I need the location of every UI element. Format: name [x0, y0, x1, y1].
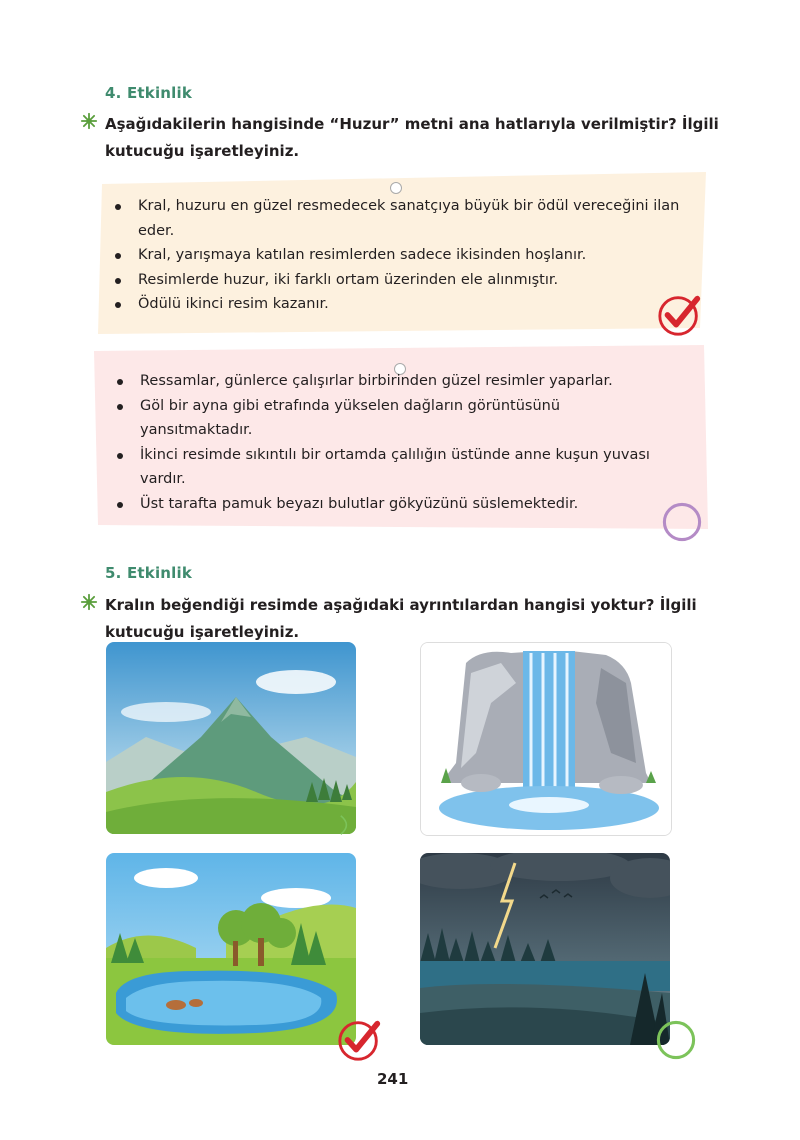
- activity-4-title: 4. Etkinlik: [105, 84, 193, 102]
- option-b-item: İkinci resimde sıkıntılı bir ortamda çalılığın üstünde anne kuşun yuvası vardır.: [114, 443, 674, 492]
- option-a-panel: [98, 168, 710, 338]
- question-line-2: kutucuğu işaretleyiniz.: [105, 142, 300, 160]
- option-a-item: Ödülü ikinci resim kazanır.: [112, 292, 682, 317]
- mountain-picture: [106, 642, 356, 834]
- option-b-checkbox[interactable]: [660, 500, 704, 544]
- option-a-item: Resimlerde huzur, iki farklı ortam üzerinden ele alınmıştır.: [112, 268, 682, 293]
- activity-5-title: 5. Etkinlik: [105, 564, 193, 582]
- picture-4-checkbox[interactable]: [654, 1018, 698, 1062]
- picture-1-checkbox[interactable]: [340, 808, 360, 842]
- storm-picture: [420, 853, 670, 1045]
- activity-4-question: [80, 111, 720, 165]
- question-line-1: Aşağıdakilerin hangisinde “Huzur” metni ana hatlarıyla verilmiştir? İlgili: [105, 115, 719, 133]
- option-a-item: Kral, yarışmaya katılan resimlerden sadece ikisinden hoşlanır.: [112, 243, 682, 268]
- activity-5-question: [80, 592, 720, 646]
- option-b-item: Göl bir ayna gibi etrafında yükselen dağların görüntüsünü yansıtmaktadır.: [114, 394, 674, 443]
- option-b-item: Üst tarafta pamuk beyazı bulutlar gökyüzünü süslemektedir.: [114, 492, 674, 517]
- pond-picture: [106, 853, 356, 1045]
- green-star-icon: [80, 593, 98, 611]
- option-a-item: Kral, huzuru en güzel resmedecek sanatçıya büyük bir ödül vereceğini ilan eder.: [112, 194, 682, 243]
- option-a-checkbox-checked[interactable]: [656, 291, 704, 339]
- picture-3-checkbox-checked[interactable]: [336, 1016, 384, 1064]
- waterfall-picture: [420, 642, 672, 836]
- green-star-icon: [80, 112, 98, 130]
- option-b-item: Ressamlar, günlerce çalışırlar birbirinden güzel resimler yaparlar.: [114, 369, 674, 394]
- option-b-panel: [92, 345, 710, 533]
- question-line-2: kutucuğu işaretleyiniz.: [105, 623, 300, 641]
- question-line-1: Kralın beğendiği resimde aşağıdaki ayrıntılardan hangisi yoktur? İlgili: [105, 596, 697, 614]
- pin-icon: [390, 182, 402, 194]
- page-number: 241: [377, 1070, 409, 1088]
